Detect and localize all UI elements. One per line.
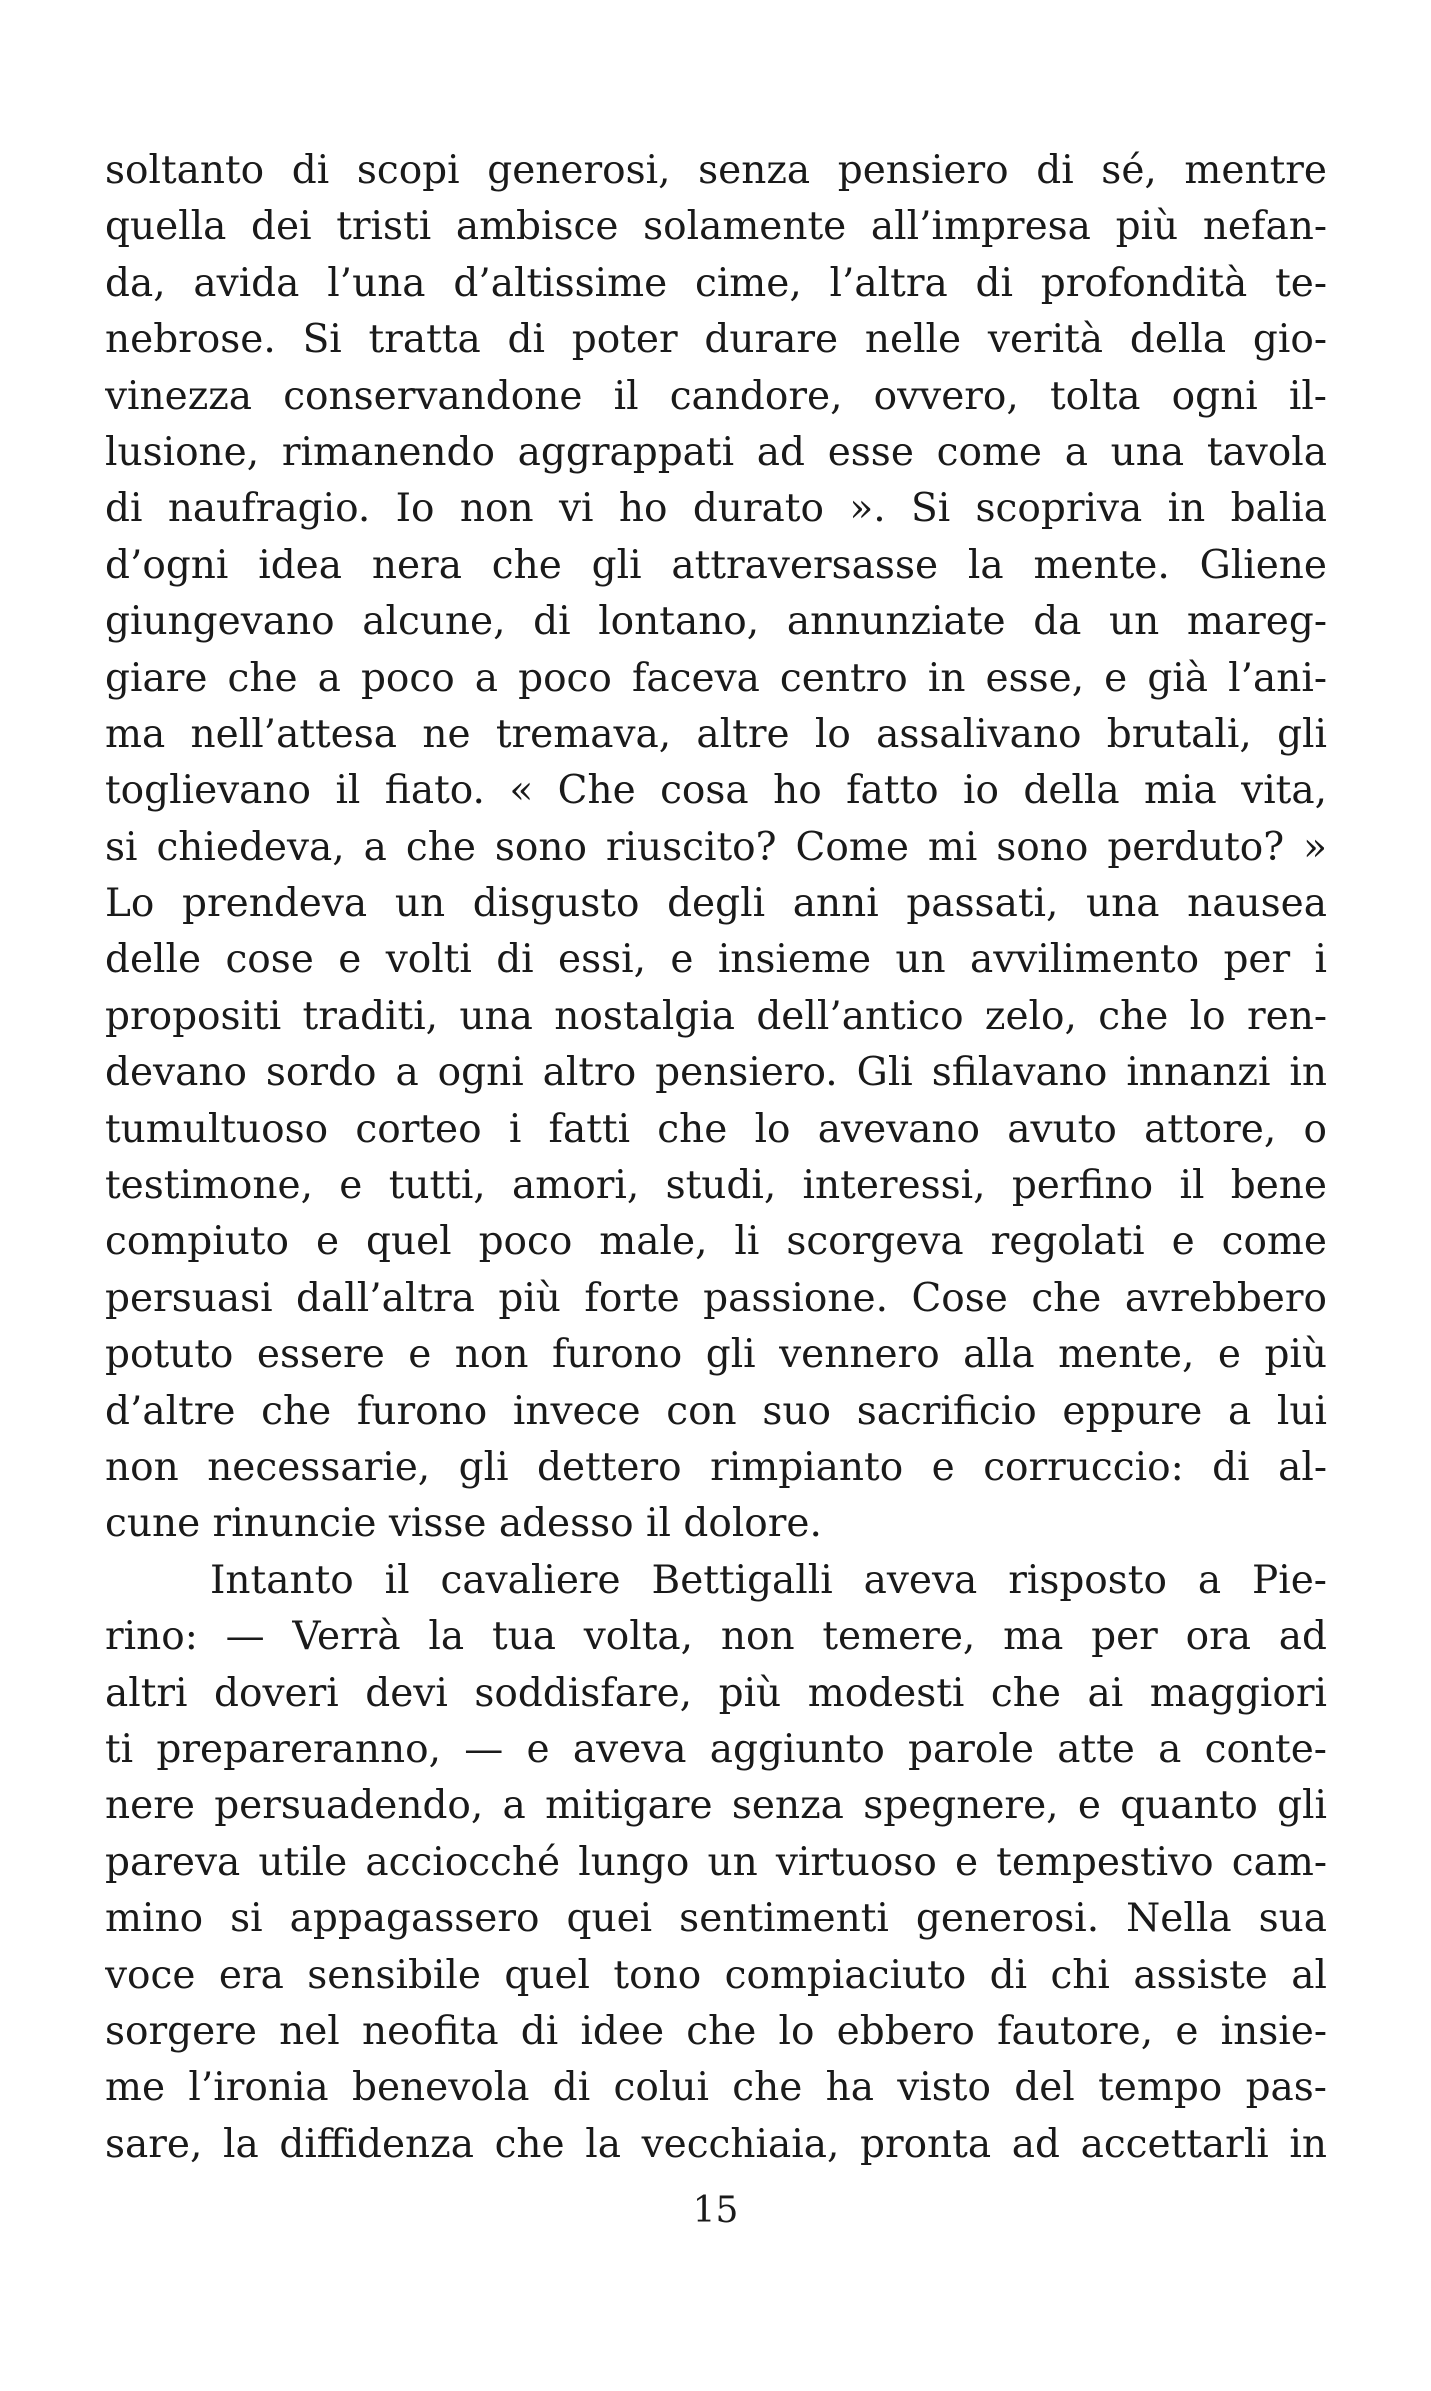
text-line: cune rinuncie visse adesso il dolore. (105, 1501, 822, 1547)
text-line: potuto essere e non furono gli vennero alla mente, e più (105, 1332, 1327, 1378)
text-line: vinezza conservandone il candore, ovvero, tolta ogni il- (105, 373, 1327, 419)
text-line: da, avida l’una d’altissime cime, l’altra di profondità te- (105, 260, 1327, 306)
text-line: me l’ironia benevola di colui che ha visto del tempo pas- (105, 2065, 1327, 2111)
text-line: lusione, rimanendo aggrappati ad esse come a una tavola (105, 429, 1327, 475)
text-line: mino si appagassero quei sentimenti generosi. Nella sua (105, 1896, 1327, 1942)
text-line: giungevano alcune, di lontano, annunziate da un mareg- (105, 599, 1327, 645)
text-line: ma nell’attesa ne tremava, altre lo assalivano brutali, gli (105, 711, 1327, 757)
text-line: voce era sensibile quel tono compiaciuto di chi assiste al (105, 1952, 1327, 1998)
text-line: devano sordo a ogni altro pensiero. Gli sfilavano innanzi in (105, 1050, 1327, 1096)
text-line: giare che a poco a poco faceva centro in esse, e già l’ani- (105, 655, 1327, 701)
text-line: sorgere nel neofita di idee che lo ebbero fautore, e insie- (105, 2008, 1327, 2054)
text-line: propositi traditi, una nostalgia dell’antico zelo, che lo ren- (105, 993, 1327, 1039)
text-line: compiuto e quel poco male, li scorgeva regolati e come (105, 1219, 1327, 1265)
text-line: delle cose e volti di essi, e insieme un avvilimento per i (105, 937, 1327, 983)
body-text (105, 143, 1327, 2173)
text-line: d’altre che furono invece con suo sacrificio eppure a lui (105, 1388, 1327, 1434)
text-line: nere persuadendo, a mitigare senza spegnere, e quanto gli (105, 1783, 1327, 1829)
text-line: sare, la diffidenza che la vecchiaia, pronta ad accettarli in (105, 2121, 1327, 2167)
text-line: testimone, e tutti, amori, studi, interessi, perfino il bene (105, 1163, 1327, 1209)
text-line: altri doveri devi soddisfare, più modesti che ai maggiori (105, 1670, 1327, 1716)
text-line: toglievano il fiato. « Che cosa ho fatto io della mia vita, (105, 768, 1327, 814)
text-line: d’ogni idea nera che gli attraversasse la mente. Gliene (105, 542, 1327, 588)
text-line: ti prepareranno, — e aveva aggiunto parole atte a conte- (105, 1726, 1327, 1772)
text-line: Intanto il cavaliere Bettigalli aveva risposto a Pie- (210, 1557, 1327, 1603)
page-number: 15 (692, 2190, 739, 2231)
text-line: pareva utile acciocché lungo un virtuoso e tempestivo cam- (105, 1839, 1327, 1885)
text-line: tumultuoso corteo i fatti che lo avevano avuto attore, o (105, 1106, 1327, 1152)
text-line: di naufragio. Io non vi ho durato ». Si scopriva in balia (105, 486, 1327, 532)
text-line: non necessarie, gli dettero rimpianto e corruccio: di al- (105, 1444, 1327, 1490)
text-line: quella dei tristi ambisce solamente all’impresa più nefan- (105, 204, 1327, 250)
text-line: Lo prendeva un disgusto degli anni passati, una nausea (105, 881, 1327, 927)
text-line: rino: — Verrà la tua volta, non temere, ma per ora ad (105, 1614, 1327, 1660)
text-line: soltanto di scopi generosi, senza pensiero di sé, mentre (105, 148, 1327, 193)
text-line: si chiedeva, a che sono riuscito? Come mi sono perduto? » (105, 824, 1327, 870)
text-line: nebrose. Si tratta di poter durare nelle verità della gio- (105, 317, 1327, 363)
text-line: persuasi dall’altra più forte passione. Cose che avrebbero (105, 1275, 1327, 1321)
